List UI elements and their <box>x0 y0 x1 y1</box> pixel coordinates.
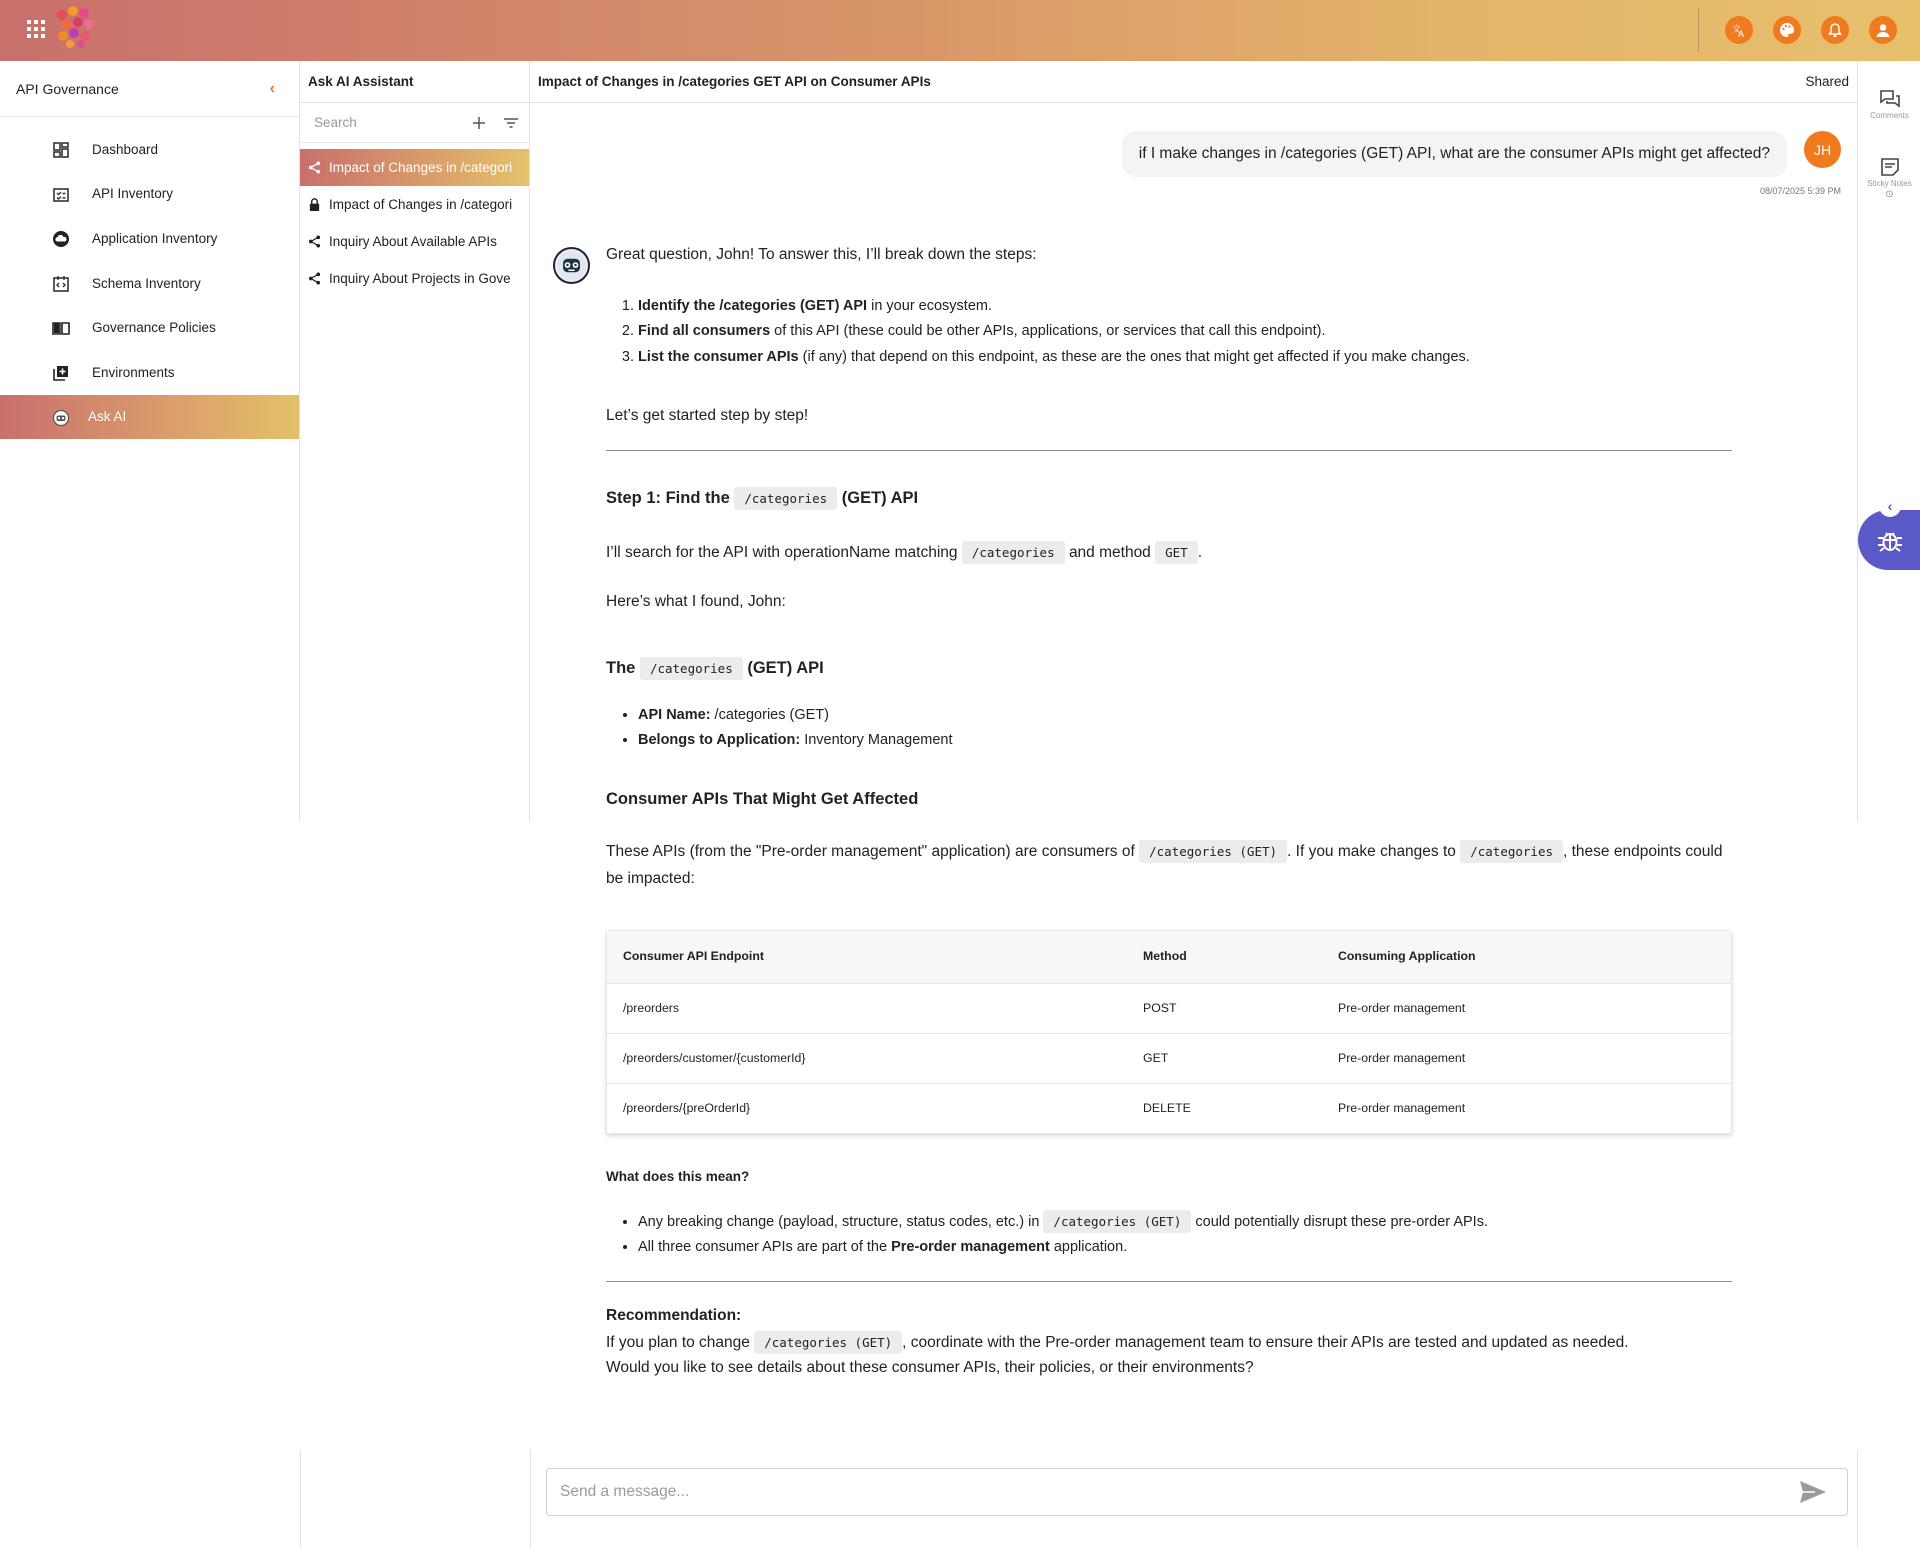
sidebar-item-api-inventory[interactable] <box>0 172 299 217</box>
user-message-text: if I make changes in /categories (GET) API, what are the consumer APIs might get affected? <box>1138 145 1770 162</box>
table-cell: Pre-order management <box>1322 1033 1731 1083</box>
user-initials: JH <box>1813 141 1832 158</box>
found-text: Here’s what I found, John: <box>606 592 786 610</box>
consumers-text-post: , these endpoints could be impacted: <box>606 843 1723 888</box>
conversation-item[interactable] <box>300 149 529 186</box>
bell-icon[interactable] <box>1821 16 1849 44</box>
consumers-text <box>606 838 1732 892</box>
inline-code: /categories (GET) <box>1043 1210 1191 1233</box>
meaning-text: All three consumer APIs are part of the <box>638 1239 888 1256</box>
collapse-sidebar-icon[interactable]: ‹ <box>269 79 275 97</box>
share-icon <box>308 161 321 174</box>
send-icon[interactable] <box>1799 1480 1827 1504</box>
recommendation-post: , coordinate with the Pre-order management team to ensure their APIs are tested and updated as needed. <box>902 1333 1629 1351</box>
sidebar-item-label: Governance Policies <box>92 320 216 336</box>
sidebar-item-label: Environments <box>92 364 175 380</box>
step-bold: Identify the /categories (GET) API <box>638 297 868 314</box>
conversation-search[interactable] <box>300 103 529 143</box>
recommendation-title: Recommendation: <box>606 1306 742 1324</box>
book-icon <box>52 319 70 337</box>
inline-code: GET <box>1155 541 1198 564</box>
inline-code: /categories <box>1460 840 1563 863</box>
meaning-heading: What does this mean? <box>606 1169 750 1185</box>
message-composer[interactable] <box>546 1468 1848 1516</box>
bug-icon <box>1875 525 1905 555</box>
sidebar-item-label: Ask AI <box>88 409 127 425</box>
sticky-notes-label: Sticky Notes <box>1867 179 1912 188</box>
inline-code: /categories <box>734 487 837 510</box>
consumers-text-mid: . If you make changes to <box>1287 843 1456 861</box>
step-text: of this API (these could be other APIs, applications, or services that call this endpoint). <box>770 323 1326 340</box>
list-item <box>638 728 1732 753</box>
table-row <box>607 983 1731 1033</box>
filter-icon[interactable] <box>501 113 521 133</box>
followup-question: Would you like to see details about these consumer APIs, their policies, or their environments? <box>606 1358 1254 1376</box>
recommendation-pre: If you plan to change <box>606 1333 750 1351</box>
sidebar-item-application-inventory[interactable] <box>0 216 299 261</box>
table-cell: DELETE <box>1127 1083 1322 1133</box>
top-divider <box>1698 8 1699 52</box>
sidebar-item-label: API Inventory <box>92 186 174 202</box>
step-text: (if any) that depend on this endpoint, as these are the ones that might get affected if you make changes. <box>798 348 1470 365</box>
palette-icon[interactable] <box>1773 16 1801 44</box>
meaning-text: Any breaking change (payload, structure, status codes, etc.) in <box>638 1214 1040 1231</box>
conversation-label: Impact of Changes in /categori <box>329 197 513 212</box>
avatar <box>1804 131 1841 168</box>
table-cell: /preorders <box>607 983 1127 1033</box>
conversation-label: Impact of Changes in /categori <box>329 160 513 175</box>
step1-post: (GET) API <box>841 488 919 507</box>
sticky-note-icon <box>1880 157 1900 177</box>
table-cell: Pre-order management <box>1322 1083 1731 1133</box>
step1-pre: Step 1: Find the <box>606 488 730 507</box>
sidebar-item-environments[interactable] <box>0 350 299 395</box>
svg-text:A: A <box>1738 30 1745 38</box>
consumers-text-pre: These APIs (from the "Pre-order management" application) are consumers of <box>606 843 1135 861</box>
consumer-apis-table <box>606 930 1732 1134</box>
expand-icon[interactable]: ⊙ <box>1885 189 1894 200</box>
table-row <box>607 1083 1731 1133</box>
chevron-left-icon[interactable]: ‹ <box>1879 495 1901 517</box>
meaning-text: could potentially disrupt these pre-order APIs. <box>1195 1214 1488 1231</box>
share-icon <box>308 235 321 248</box>
meaning-bold: Pre-order management <box>891 1239 1050 1256</box>
column-header: Method <box>1127 931 1322 983</box>
list-item <box>638 345 1732 370</box>
detail-value: Inventory Management <box>800 732 953 749</box>
add-conversation-icon[interactable] <box>469 113 489 133</box>
table-cell: /preorders/{preOrderId} <box>607 1083 1127 1133</box>
sidebar-item-schema-inventory[interactable] <box>0 261 299 306</box>
api-details-list <box>606 703 1732 754</box>
inline-code: /categories <box>962 541 1065 564</box>
steps-list <box>606 294 1732 370</box>
table-cell: POST <box>1127 983 1322 1033</box>
comments-icon <box>1879 89 1901 109</box>
list-item <box>638 294 1732 319</box>
list-item <box>638 703 1732 728</box>
conversation-item[interactable] <box>300 260 529 297</box>
list-item <box>638 319 1732 344</box>
column-header: Consuming Application <box>1322 931 1731 983</box>
conversation-panel-title: Ask AI Assistant <box>300 61 529 103</box>
brand-logo[interactable] <box>53 5 99 49</box>
message-input[interactable]: Send a message... <box>560 1483 690 1500</box>
sidebar-item-label: Dashboard <box>92 141 159 157</box>
right-rail <box>1857 61 1920 821</box>
panel-border <box>1857 1450 1858 1548</box>
search-line <box>606 541 1732 566</box>
api-heading <box>606 655 1732 681</box>
sidebar-title: API Governance <box>16 80 119 97</box>
sidebar-item-ask-ai[interactable] <box>0 395 299 440</box>
api-inventory-icon <box>52 186 70 204</box>
conversation-label: Inquiry About Projects in Gove <box>329 271 511 286</box>
answer-intro: Great question, John! To answer this, I’ll break down the steps: <box>606 246 1037 263</box>
user-message <box>1122 131 1787 177</box>
lets-start-text: Let’s get started step by step! <box>606 406 809 424</box>
consumers-heading: Consumer APIs That Might Get Affected <box>606 789 919 808</box>
chat-header <box>530 61 1857 103</box>
sidebar-item-label: Schema Inventory <box>92 275 201 291</box>
meaning-text: application. <box>1053 1239 1128 1256</box>
table-cell: Pre-order management <box>1322 983 1731 1033</box>
sidebar <box>0 61 300 821</box>
search-line-mid: and method <box>1068 544 1151 562</box>
environments-icon <box>52 364 70 382</box>
bug-report-widget[interactable] <box>1858 510 1920 570</box>
message-timestamp: 08/07/2025 5:39 PM <box>1759 186 1841 196</box>
panel-border <box>300 1450 301 1548</box>
table-cell: /preorders/customer/{customerId} <box>607 1033 1127 1083</box>
detail-label: Belongs to Application: <box>638 732 801 749</box>
table-row <box>607 1033 1731 1083</box>
recommendation-heading <box>606 1304 1732 1329</box>
divider <box>606 1281 1732 1282</box>
schema-icon <box>52 275 70 293</box>
conversation-item[interactable] <box>300 223 529 260</box>
sidebar-item-label: Application Inventory <box>92 230 218 246</box>
search-line-pre: I’ll search for the API with operationName matching <box>606 544 958 562</box>
comments-button[interactable] <box>1858 89 1920 120</box>
cloud-icon <box>52 230 70 248</box>
apps-grid-icon[interactable] <box>27 20 45 38</box>
sticky-notes-button[interactable] <box>1858 157 1920 200</box>
svg-text:文: 文 <box>1732 25 1742 35</box>
list-item <box>638 1210 1732 1235</box>
divider <box>606 450 1732 451</box>
share-icon <box>308 272 321 285</box>
shared-status[interactable]: Shared <box>1805 74 1849 89</box>
step-bold: Find all consumers <box>638 323 771 340</box>
sidebar-item-governance-policies[interactable] <box>0 305 299 350</box>
conversation-item[interactable] <box>300 186 529 223</box>
inline-code: /categories (GET) <box>754 1331 902 1354</box>
table-header-row <box>607 931 1731 983</box>
column-header: Consumer API Endpoint <box>607 931 1127 983</box>
step-bold: List the consumer APIs <box>638 348 799 365</box>
comments-label: Comments <box>1870 111 1909 120</box>
lock-icon <box>308 198 321 211</box>
sidebar-item-dashboard[interactable] <box>0 127 299 172</box>
assistant-avatar-icon <box>553 247 590 284</box>
api-heading-pre: The <box>606 658 636 677</box>
recommendation-text <box>606 1329 1732 1356</box>
step-text: in your ecosystem. <box>867 297 993 314</box>
top-bar <box>0 0 1920 61</box>
robot-icon <box>52 409 70 427</box>
dashboard-icon <box>52 141 70 159</box>
translate-icon[interactable] <box>1725 16 1753 44</box>
sidebar-header <box>0 61 299 117</box>
inline-code: /categories <box>640 657 743 680</box>
conversation-label: Inquiry About Available APIs <box>329 234 497 249</box>
assistant-message <box>606 243 1732 1381</box>
search-input[interactable]: Search <box>314 115 357 130</box>
meaning-list <box>606 1210 1732 1261</box>
chat-title: Impact of Changes in /categories GET API on Consumer APIs <box>538 74 931 89</box>
inline-code: /categories (GET) <box>1139 840 1287 863</box>
search-line-end: . <box>1197 544 1203 562</box>
panel-border <box>530 1450 531 1548</box>
conversation-panel <box>300 61 530 821</box>
step1-heading <box>606 485 1732 511</box>
detail-value: /categories (GET) <box>710 707 829 724</box>
table-cell: GET <box>1127 1033 1322 1083</box>
api-heading-post: (GET) API <box>747 658 824 677</box>
detail-label: API Name: <box>638 707 711 724</box>
list-item <box>638 1235 1732 1260</box>
account-icon[interactable] <box>1869 16 1897 44</box>
